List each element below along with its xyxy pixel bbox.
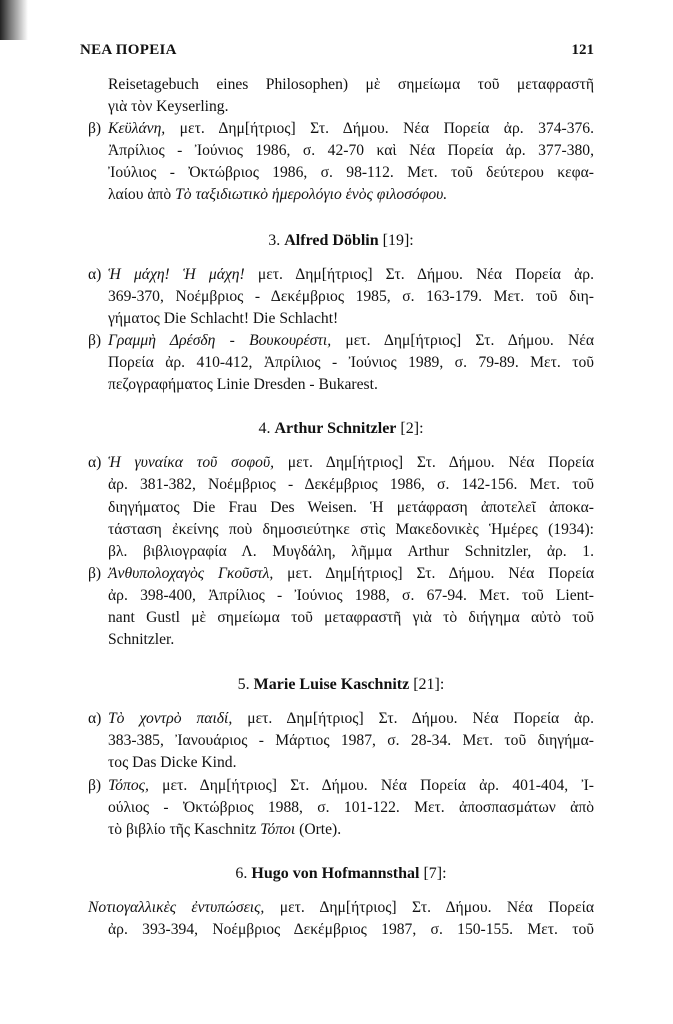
text-line: Schnitzler. [108,631,175,649]
text-line: γήματος Die Schlacht! Die Schlacht! [108,309,339,327]
entry-doblin-a [88,264,594,330]
text-line: βλ. βιβλιογραφία Λ. Μυγδάλη, λῆμμα Arthur Schnitzler, ἀρ. 1. [108,542,594,560]
entry-count: [7]: [423,864,447,882]
work-title: Γραμμὴ Δρέσδη - Βουκουρέστι, [108,331,332,349]
text-line: γιὰ τὸν Keyserling. [108,98,229,116]
text-line: ἀρ. 381-382, Νοέμβριος - Δεκέμβριος 1986, σ. 142-156. Μετ. τοῦ [108,476,594,494]
author-name: Alfred Döblin [284,231,379,249]
running-title: ΝΕΑ ΠΟΡΕΙΑ [80,42,177,58]
text-line: Πορεία ἀρ. 410-412, Ἀπρίλιος - Ἰούνιος 1989, σ. 79-89. Μετ. τοῦ [108,354,594,372]
entry-count: [19]: [382,231,414,249]
entry-marker: β) [88,331,102,349]
text-line: Ἰούλιος - Ὀκτώβριος 1986, σ. 98-112. Μετ. τοῦ δεύτερου κεφα- [108,164,594,182]
text-line: ἀρ. 393-394, Νοέμβριος Δεκέμβριος 1987, σ. 150-155. Μετ. τοῦ [108,921,594,938]
entry-text: μετ. Δημ[ήτριος] Στ. Δήμου. Νέα Πορεία ἀρ. [244,265,594,283]
text-line: ἀρ. 398-400, Ἀπρίλιος - Ἰούνιος 1988, σ. 67-94. Μετ. τοῦ Lient- [108,586,594,604]
page-number: 121 [571,42,594,58]
text-line: τάσταση ἐκείνης ποὺ δημοσιεύτηκε στὶς Μακεδονικὲς Ἡμέρες (1934): [108,520,594,538]
text-line: 369-370, Νοέμβριος - Δεκέμβριος 1985, σ. 163-179. Μετ. τοῦ διη- [108,287,594,305]
entry-text: μετ. Δημ[ήτριος] Στ. Δήμου. Νέα [331,331,594,349]
work-title: Τὸ χοντρὸ παιδί, [108,710,233,728]
text-line [88,452,594,474]
text-line: τος Das Dicke Kind. [108,754,237,772]
entry-marker: β) [88,120,102,138]
section-heading-hofmannsthal [88,863,594,885]
running-header [80,42,594,64]
entry-kaschnitz-a [88,708,594,774]
entry-schnitzler-a [88,452,594,562]
entry-schnitzler-b [88,563,594,651]
text-line: Reisetagebuch eines Philosophen) μὲ σημείωμα τοῦ μεταφραστῆ [108,76,594,93]
entry-keyserling-b [88,118,594,206]
text-line [88,330,594,352]
section-heading-doblin [88,230,594,252]
section-heading-kaschnitz [88,674,594,696]
work-title: Ἡ μάχη! Ἡ μάχη! [108,265,245,283]
work-title: Κεϋλάνη, [108,120,166,138]
entry-text: (Orte). [295,820,342,838]
text-line: ούλιος - Ὀκτώβριος 1988, σ. 101-122. Μετ. ἀποσπασμάτων ἀπὸ [108,798,594,816]
entry-continuation [88,74,594,118]
entry-count: [21]: [413,676,445,694]
work-title: Ἀνθυπολοχαγὸς Γκοῦστλ, [108,564,274,582]
author-name: Arthur Schnitzler [274,420,397,438]
entry-marker: α) [88,710,102,728]
author-name: Hugo von Hofmannsthal [251,864,420,882]
text-line: πεζογραφήματος Linie Dresden - Bukarest. [108,376,378,394]
entry-text: μετ. Δημ[ήτριος] Στ. Δήμου. Νέα Πορεία ἀρ. 374-376. [165,120,594,138]
entry-marker: β) [88,564,102,582]
page-body [88,74,594,941]
text-line [88,708,594,730]
text-line [88,819,594,841]
entry-marker: β) [88,776,102,794]
section-heading-schnitzler [88,418,594,440]
entry-text: λαίου ἀπὸ [108,186,176,204]
entry-text: μετ. Δημ[ήτριος] Στ. Δήμου. Νέα Πορεία [273,564,594,582]
entry-doblin-b [88,330,594,396]
text-line [88,775,594,797]
text-line [88,264,594,286]
text-line [88,897,594,919]
text-line: διηγήματος Die Frau Des Weisen. Ἡ μετάφραση ἀποτελεῖ ἀποκα- [108,498,594,516]
page-edge-shadow [0,0,28,40]
author-name: Marie Luise Kaschnitz [253,676,410,694]
section-number: 5. [237,676,250,694]
entry-text: μετ. Δημ[ήτριος] Στ. Δήμου. Νέα Πορεία [264,898,594,916]
work-title: Νοτιογαλλικὲς ἐντυπώσεις, [88,898,265,916]
entry-text: μετ. Δημ[ήτριος] Στ. Δήμου. Νέα Πορεία ἀρ. 401-404, Ἰ- [148,776,594,794]
text-line [88,563,594,585]
entry-text: τὸ βιβλίο τῆς Kaschnitz [108,820,261,838]
work-title: Ἡ γυναίκα τοῦ σοφοῦ, [108,454,275,472]
entry-text: μετ. Δημ[ήτριος] Στ. Δήμου. Νέα Πορεία [274,454,594,472]
work-title: Τὸ ταξιδιωτικὸ ἡμερολόγιο ἑνὸς φιλοσόφου. [175,186,448,204]
section-number: 4. [258,420,271,438]
entry-kaschnitz-b [88,775,594,841]
text-line [88,118,594,140]
section-number: 3. [268,231,281,249]
text-line: Ἀπρίλιος - Ἰούνιος 1986, σ. 42-70 καὶ Νέα Πορεία ἀρ. 377-380, [108,142,594,160]
text-line [88,184,594,206]
section-number: 6. [235,864,248,882]
text-line: nant Gustl μὲ σημείωμα τοῦ μεταφραστῆ γιὰ τὸ διήγημα αὐτὸ τοῦ [108,608,594,626]
entry-text: μετ. Δημ[ήτριος] Στ. Δήμου. Νέα Πορεία ἀρ. [232,710,594,728]
entry-count: [2]: [400,420,424,438]
entry-hofmannsthal [88,897,594,941]
work-title: Τόπος, [108,776,149,794]
entry-marker: α) [88,265,102,283]
work-title: Τόποι [260,820,296,838]
entry-marker: α) [88,454,102,472]
text-line: 383-385, Ἰανουάριος - Μάρτιος 1987, σ. 28-34. Μετ. τοῦ διηγήμα- [108,732,594,750]
